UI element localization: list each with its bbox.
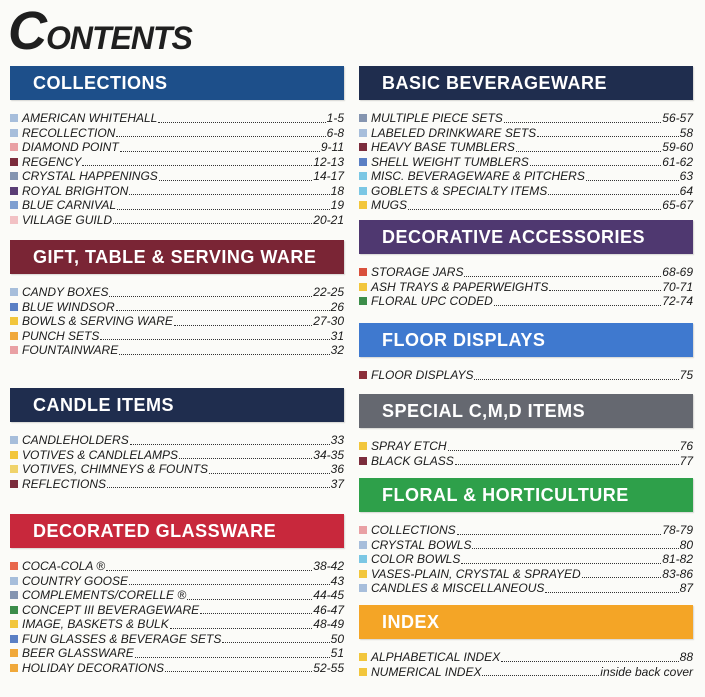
color-swatch: [10, 216, 18, 224]
dot-leader: [129, 576, 330, 585]
toc-entry-label: VILLAGE GUILD: [22, 212, 113, 227]
dot-leader: [494, 297, 661, 306]
color-swatch: [359, 570, 367, 578]
toc-entry-page: 59-60: [662, 140, 693, 154]
toc-entry[interactable]: [359, 169, 693, 184]
section-floral-horticulture: [359, 478, 693, 596]
toc-entry[interactable]: [359, 265, 693, 280]
toc-entry[interactable]: [10, 574, 344, 589]
toc-entry-page: 31: [330, 328, 344, 343]
color-swatch: [10, 480, 18, 488]
toc-entry[interactable]: [10, 433, 344, 448]
toc-entry-page: 68-69: [662, 265, 693, 279]
toc-entry-label: DIAMOND POINT: [22, 140, 119, 154]
toc-entry[interactable]: [10, 632, 344, 647]
dot-leader: [107, 479, 330, 488]
toc-entry-page: 27-30: [313, 314, 344, 328]
toc-entry-label: CANDLES & MISCELLANEOUS: [371, 581, 545, 595]
section-decorated-glassware: [10, 514, 344, 675]
toc-entry-label: GOBLETS & SPECIALTY ITEMS: [371, 183, 548, 198]
color-swatch: [359, 143, 367, 151]
dot-leader: [100, 331, 329, 340]
section-heading: FLORAL & HORTICULTURE: [359, 478, 693, 512]
toc-entry[interactable]: [359, 294, 693, 309]
color-swatch: [359, 371, 367, 379]
item-list: [359, 368, 693, 383]
toc-entry-label: IMAGE, BASKETS & BULK: [22, 617, 169, 631]
color-swatch: [10, 288, 18, 296]
item-list: [359, 523, 693, 596]
section-heading: GIFT, TABLE & SERVING WARE: [10, 240, 344, 274]
toc-entry[interactable]: [359, 140, 693, 155]
color-swatch: [10, 620, 18, 628]
section-heading: FLOOR DISPLAYS: [359, 323, 693, 357]
toc-entry-page: 56-57: [662, 111, 693, 125]
toc-entry-label: COMPLEMENTS/CORELLE ®: [22, 588, 187, 602]
toc-entry[interactable]: [10, 126, 344, 141]
toc-entry[interactable]: [359, 650, 693, 665]
dot-leader: [119, 346, 329, 355]
toc-entry-page: 43: [330, 573, 344, 588]
toc-entry[interactable]: [359, 184, 693, 199]
toc-entry-page: 18: [330, 183, 344, 198]
dot-leader: [516, 143, 661, 152]
toc-entry-label: SPRAY ETCH: [371, 439, 447, 453]
color-swatch: [359, 541, 367, 549]
toc-entry-page: 65-67: [662, 198, 693, 212]
dot-leader: [464, 268, 661, 277]
color-swatch: [10, 649, 18, 657]
page-title: [8, 2, 192, 67]
color-swatch: [359, 555, 367, 563]
toc-entry-label: MULTIPLE PIECE SETS: [371, 111, 503, 125]
toc-entry-page: 22-25: [313, 285, 344, 299]
section-heading: DECORATIVE ACCESSORIES: [359, 220, 693, 254]
toc-entry-page: 37: [330, 476, 344, 491]
dot-leader: [113, 215, 312, 224]
toc-entry[interactable]: [10, 603, 344, 618]
toc-entry-page: 38-42: [313, 559, 344, 573]
section-collections: [10, 66, 344, 227]
toc-entry[interactable]: [359, 368, 693, 383]
toc-entry-page: 87: [679, 581, 693, 595]
toc-entry-label: SHELL WEIGHT TUMBLERS: [371, 154, 529, 169]
section-decorative-accessories: [359, 220, 693, 309]
section-heading: COLLECTIONS: [10, 66, 344, 100]
section-index: [359, 605, 693, 679]
dot-leader: [109, 288, 312, 297]
toc-entry[interactable]: [10, 559, 344, 574]
dot-leader: [504, 114, 661, 123]
color-swatch: [10, 303, 18, 311]
color-swatch: [10, 635, 18, 643]
section-heading: INDEX: [359, 605, 693, 639]
toc-entry-label: CRYSTAL HAPPENINGS: [22, 169, 158, 183]
section-candle-items: [10, 388, 344, 491]
color-swatch: [359, 114, 367, 122]
dot-leader: [408, 201, 661, 210]
dot-leader: [130, 436, 330, 445]
toc-entry[interactable]: [359, 280, 693, 295]
toc-entry-page: 19: [330, 198, 344, 212]
toc-entry[interactable]: [359, 523, 693, 538]
dot-leader: [120, 143, 320, 152]
color-swatch: [359, 584, 367, 592]
toc-entry-label: FOUNTAINWARE: [22, 343, 119, 357]
toc-entry[interactable]: [10, 140, 344, 155]
toc-entry-page: 9-11: [320, 140, 344, 154]
color-swatch: [10, 562, 18, 570]
color-swatch: [359, 653, 367, 661]
toc-entry-label: NUMERICAL INDEX: [371, 664, 482, 679]
toc-entry-label: CONCEPT III BEVERAGEWARE: [22, 602, 200, 617]
toc-entry-page: 1-5: [326, 111, 344, 125]
toc-entry-label: MISC. BEVERAGEWARE & PITCHERS: [371, 169, 585, 183]
color-swatch: [359, 668, 367, 676]
toc-entry-label: ASH TRAYS & PAPERWEIGHTS: [371, 279, 549, 294]
dot-leader: [501, 653, 678, 662]
toc-entry-page: 46-47: [313, 602, 344, 617]
dot-leader: [116, 128, 325, 137]
dot-leader: [545, 584, 678, 593]
toc-entry[interactable]: [10, 588, 344, 603]
toc-entry-label: LABELED DRINKWARE SETS: [371, 125, 537, 140]
toc-entry-page: 36: [330, 462, 344, 476]
toc-entry-label: VOTIVES & CANDLELAMPS: [22, 447, 179, 462]
item-list: [359, 650, 693, 679]
dot-leader: [549, 282, 661, 291]
dot-leader: [200, 605, 312, 614]
toc-entry[interactable]: [10, 314, 344, 329]
toc-entry-page: 34-35: [313, 447, 344, 462]
item-list: [359, 439, 693, 468]
toc-entry[interactable]: [359, 567, 693, 582]
toc-entry-page: 14-17: [313, 169, 344, 183]
toc-entry-page: 44-45: [313, 588, 344, 602]
toc-entry-page: 77: [679, 453, 693, 468]
color-swatch: [10, 591, 18, 599]
page-title-initial: C: [8, 1, 46, 61]
toc-entry-page: inside back cover: [600, 664, 693, 679]
toc-entry-label: PUNCH SETS: [22, 328, 100, 343]
color-swatch: [10, 606, 18, 614]
item-list: [359, 111, 693, 213]
toc-entry-label: ROYAL BRIGHTON: [22, 183, 129, 198]
toc-entry-page: 78-79: [662, 523, 693, 537]
color-swatch: [359, 201, 367, 209]
color-swatch: [359, 526, 367, 534]
dot-leader: [165, 663, 312, 672]
toc-entry-page: 20-21: [313, 212, 344, 227]
page-title-rest: ONTENTS: [46, 20, 192, 56]
color-swatch: [10, 158, 18, 166]
toc-entry-label: VOTIVES, CHIMNEYS & FOUNTS: [22, 462, 209, 476]
color-swatch: [359, 172, 367, 180]
toc-entry-page: 12-13: [313, 154, 344, 169]
toc-entry-label: VASES-PLAIN, CRYSTAL & SPRAYED: [371, 566, 581, 581]
color-swatch: [10, 317, 18, 325]
dot-leader: [117, 201, 330, 210]
toc-entry[interactable]: [359, 198, 693, 213]
color-swatch: [10, 346, 18, 354]
toc-entry[interactable]: [10, 477, 344, 492]
toc-entry-page: 70-71: [662, 279, 693, 294]
color-swatch: [10, 187, 18, 195]
toc-entry-label: HOLIDAY DECORATIONS: [22, 660, 165, 675]
toc-entry[interactable]: [10, 285, 344, 300]
toc-entry-page: 58: [679, 125, 693, 140]
color-swatch: [359, 457, 367, 465]
toc-entry-page: 83-86: [662, 566, 693, 581]
toc-entry[interactable]: [10, 155, 344, 170]
toc-entry-page: 48-49: [313, 617, 344, 631]
dot-leader: [158, 114, 325, 123]
color-swatch: [359, 129, 367, 137]
toc-entry-page: 26: [330, 299, 344, 314]
toc-entry[interactable]: [10, 198, 344, 213]
toc-entry-label: AMERICAN WHITEHALL: [22, 111, 158, 125]
toc-entry[interactable]: [10, 462, 344, 477]
toc-entry-page: 75: [679, 368, 693, 382]
dot-leader: [586, 172, 679, 181]
toc-entry-page: 33: [330, 433, 344, 447]
color-swatch: [10, 143, 18, 151]
dot-leader: [106, 562, 312, 571]
toc-entry-label: HEAVY BASE TUMBLERS: [371, 140, 515, 154]
toc-entry-label: FLORAL UPC CODED: [371, 294, 493, 308]
dot-leader: [582, 569, 662, 578]
toc-entry-label: BOWLS & SERVING WARE: [22, 314, 173, 328]
item-list: [10, 433, 344, 491]
dot-leader: [448, 442, 679, 451]
toc-entry-label: BEER GLASSWARE: [22, 646, 134, 660]
dot-leader: [472, 540, 678, 549]
toc-entry-label: COLOR BOWLS: [371, 552, 461, 566]
toc-entry[interactable]: [359, 439, 693, 454]
toc-entry[interactable]: [359, 665, 693, 680]
toc-entry[interactable]: [359, 126, 693, 141]
toc-entry[interactable]: [359, 581, 693, 596]
color-swatch: [10, 201, 18, 209]
toc-entry[interactable]: [359, 454, 693, 469]
toc-entry-page: 72-74: [662, 294, 693, 308]
toc-entry[interactable]: [10, 169, 344, 184]
toc-entry-page: 50: [330, 631, 344, 646]
toc-entry[interactable]: [10, 661, 344, 676]
dot-leader: [222, 634, 329, 643]
toc-entry-page: 51: [330, 646, 344, 660]
toc-entry-label: BLUE WINDSOR: [22, 299, 115, 314]
dot-leader: [457, 526, 662, 535]
toc-entry[interactable]: [10, 300, 344, 315]
toc-entry-label: FUN GLASSES & BEVERAGE SETS: [22, 631, 222, 646]
dot-leader: [174, 317, 312, 326]
toc-entry[interactable]: [10, 448, 344, 463]
color-swatch: [359, 442, 367, 450]
toc-entry-label: MUGS: [371, 198, 407, 212]
toc-entry-page: 81-82: [662, 552, 693, 566]
toc-entry[interactable]: [10, 111, 344, 126]
dot-leader: [530, 157, 661, 166]
toc-entry-label: FLOOR DISPLAYS: [371, 368, 474, 382]
toc-entry[interactable]: [10, 329, 344, 344]
toc-entry[interactable]: [359, 155, 693, 170]
toc-entry[interactable]: [10, 213, 344, 228]
toc-entry-page: 80: [679, 537, 693, 552]
dot-leader: [461, 555, 661, 564]
toc-entry[interactable]: [10, 646, 344, 661]
color-swatch: [359, 297, 367, 305]
toc-entry[interactable]: [10, 343, 344, 358]
toc-entry-label: CANDLEHOLDERS: [22, 433, 129, 447]
item-list: [10, 559, 344, 675]
dot-leader: [187, 591, 312, 600]
dot-leader: [82, 157, 312, 166]
toc-entry-page: 6-8: [326, 125, 344, 140]
item-list: [359, 265, 693, 309]
toc-entry-page: 63: [679, 169, 693, 183]
section-basic-beverageware: [359, 66, 693, 213]
section-heading: CANDLE ITEMS: [10, 388, 344, 422]
section-special-cmd-items: [359, 394, 693, 468]
color-swatch: [10, 332, 18, 340]
color-swatch: [10, 664, 18, 672]
dot-leader: [129, 186, 329, 195]
toc-entry-label: COLLECTIONS: [371, 523, 456, 537]
section-floor-displays: [359, 323, 693, 383]
toc-entry-page: 76: [679, 439, 693, 453]
color-swatch: [359, 283, 367, 291]
color-swatch: [10, 577, 18, 585]
color-swatch: [359, 158, 367, 166]
color-swatch: [10, 451, 18, 459]
toc-entry[interactable]: [10, 617, 344, 632]
toc-entry-label: BLUE CARNIVAL: [22, 198, 117, 212]
toc-entry-label: STORAGE JARS: [371, 265, 464, 279]
dot-leader: [482, 667, 599, 676]
dot-leader: [548, 186, 678, 195]
dot-leader: [474, 371, 678, 380]
toc-entry-label: CANDY BOXES: [22, 285, 109, 299]
toc-entry-label: CRYSTAL BOWLS: [371, 537, 472, 552]
color-swatch: [10, 129, 18, 137]
dot-leader: [179, 450, 312, 459]
section-heading: SPECIAL C,M,D ITEMS: [359, 394, 693, 428]
item-list: [10, 111, 344, 227]
dot-leader: [537, 128, 678, 137]
dot-leader: [159, 172, 312, 181]
toc-entry[interactable]: [359, 552, 693, 567]
toc-entry-label: COUNTRY GOOSE: [22, 573, 129, 588]
color-swatch: [10, 465, 18, 473]
dot-leader: [135, 649, 330, 658]
dot-leader: [455, 456, 679, 465]
color-swatch: [359, 187, 367, 195]
dot-leader: [170, 620, 313, 629]
toc-entry-page: 52-55: [313, 660, 344, 675]
dot-leader: [209, 465, 330, 474]
color-swatch: [10, 114, 18, 122]
color-swatch: [10, 172, 18, 180]
toc-entry[interactable]: [359, 538, 693, 553]
dot-leader: [116, 302, 330, 311]
toc-entry-label: BLACK GLASS: [371, 453, 454, 468]
section-heading: DECORATED GLASSWARE: [10, 514, 344, 548]
toc-entry-page: 64: [679, 183, 693, 198]
color-swatch: [359, 268, 367, 276]
section-gift-table-serving-ware: [10, 240, 344, 358]
toc-entry-label: REGENCY: [22, 154, 82, 169]
toc-entry-page: 88: [679, 650, 693, 664]
toc-entry-page: 61-62: [662, 154, 693, 169]
toc-entry[interactable]: [359, 111, 693, 126]
toc-entry-page: 32: [330, 343, 344, 357]
section-heading: BASIC BEVERAGEWARE: [359, 66, 693, 100]
color-swatch: [10, 436, 18, 444]
toc-entry-label: COCA-COLA ®: [22, 559, 106, 573]
toc-entry-label: REFLECTIONS: [22, 476, 107, 491]
toc-entry-label: ALPHABETICAL INDEX: [371, 650, 501, 664]
item-list: [10, 285, 344, 358]
toc-entry-label: RECOLLECTION: [22, 125, 116, 140]
toc-entry[interactable]: [10, 184, 344, 199]
